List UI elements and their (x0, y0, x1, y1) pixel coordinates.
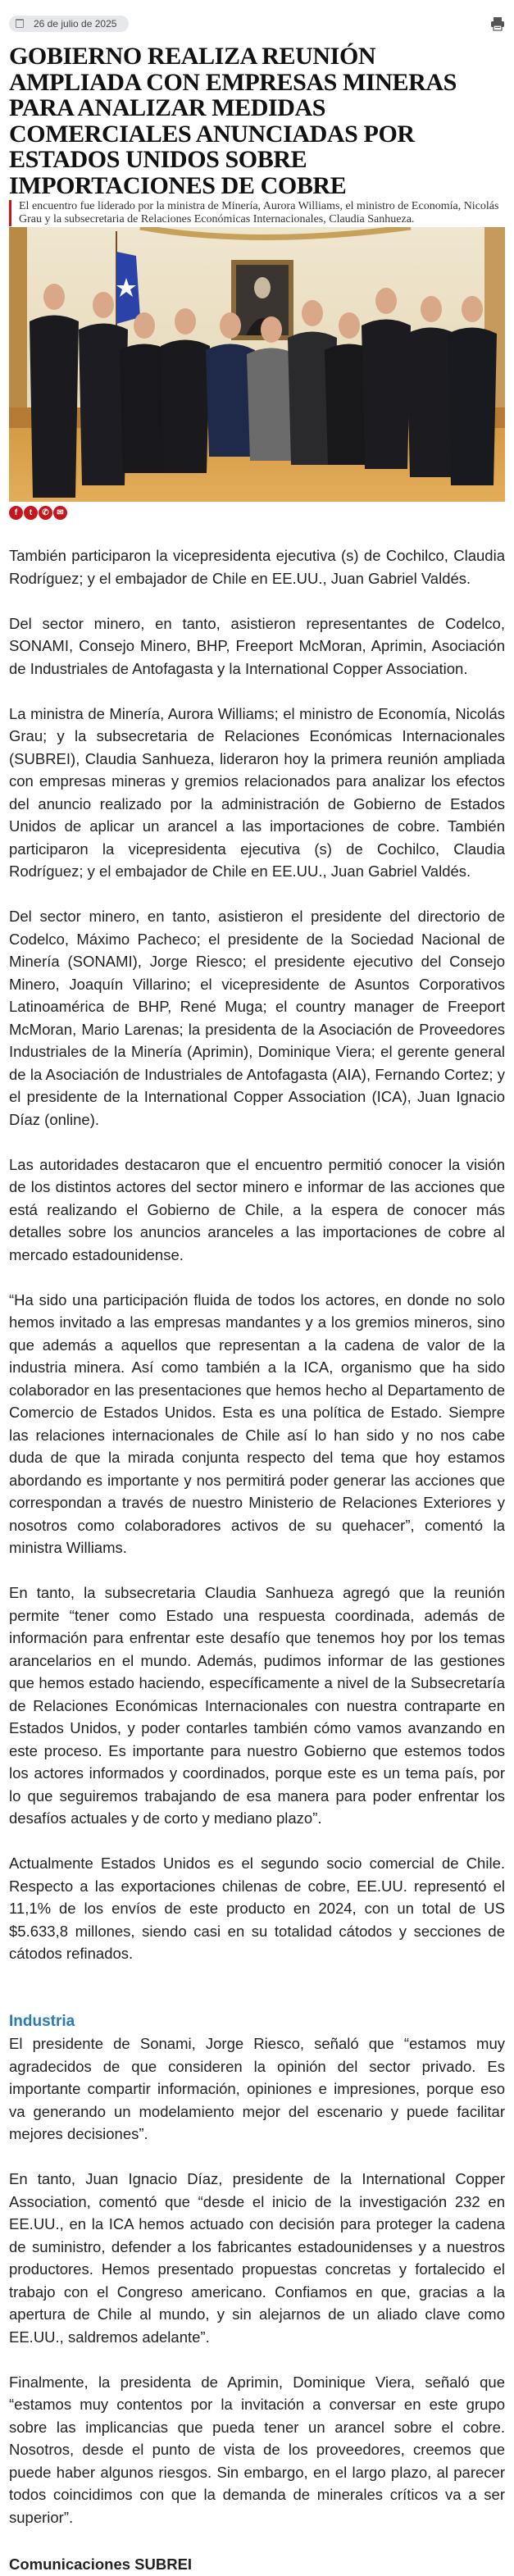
person-head (375, 288, 397, 314)
article-body (9, 544, 505, 2576)
paragraph: Del sector minero, en tanto, asistieron representantes de Codelco, SONAMI, Consejo Minero, BHP, Freeport McMoran, Aprimin, Asociación de Industriales de Antofagasta y la International Copper Association. (9, 614, 505, 677)
person-head (134, 312, 155, 339)
person-head (175, 308, 196, 335)
person-head (220, 312, 241, 339)
article-meta-row (9, 15, 505, 32)
calendar-icon (16, 19, 24, 28)
person-head (43, 284, 65, 310)
person-head (339, 312, 360, 339)
article-signature: Comunicaciones SUBREI (9, 2556, 193, 2573)
twitter-icon[interactable]: t (24, 506, 38, 520)
paragraph: El presidente de Sonami, Jorge Riesco, señaló que “estamos muy agradecidos de que consideren la opinión del sector privado. Es importante compartir información, opiniones e impresiones, porque eso va generando un modelamiento mejor del escenario y puede facilitar mejores decisiones”. (9, 2035, 505, 2142)
person-figure (362, 320, 411, 470)
person-figure (161, 340, 210, 474)
paragraph: En tanto, Juan Ignacio Díaz, presidente de la International Copper Association, comentó que “desde el inicio de la investigación 232 en EE.UU., en la ICA hemos actuado con decisión para proteger la cadena de suministro, defender a los fabricantes estadounidenses y a nuestros productores. Hemos presentado propuestas concretas y fortalecido el trabajo con el Congreso americano. Confiamos en que, gracias a la apertura de Chile al mundo, y sin alejarnos de un aliado clave como EE.UU., saldremos adelante”. (9, 2170, 505, 2346)
printer-icon[interactable] (490, 16, 505, 31)
paragraph: También participaron la vicepresidenta ejecutiva (s) de Cochilco, Claudia Rodríguez; y el embajador de Chile en EE.UU., Juan Gabriel Valdés. (9, 547, 505, 587)
article-subtitle: El encuentro fue liderado por la ministra de Minería, Aurora Williams, el ministro de Economía, Nicolás Grau y la subsecretaria de Relaciones Económicas Internacionales, Claudia Sanhueza. (9, 200, 505, 226)
section-heading: Industria (9, 2012, 75, 2030)
paragraph: Actualmente Estados Unidos es el segundo socio comercial de Chile. Respecto a las exportaciones chilenas de cobre, EE.UU. representó el 11,1% de los envíos de este producto en 2024, con un total de US $5.633,8 millones, siendo casi en su totalidad cátodos y secciones de cátodos refinados. (9, 1855, 505, 1962)
person-head (421, 296, 442, 322)
person-figure (30, 316, 79, 498)
facebook-icon[interactable]: f (9, 506, 23, 520)
person-head (93, 292, 114, 318)
article-page (0, 15, 514, 2576)
person-figure (448, 328, 497, 486)
date-badge (9, 16, 129, 32)
article-photo (9, 227, 505, 502)
publish-date: 26 de julio de 2025 (34, 17, 117, 30)
article-title: GOBIERNO REALIZA REUNIÓN AMPLIADA CON EMPRESAS MINERAS PARA ANALIZAR MEDIDAS COMERCIALES ANUNCIADAS POR ESTADOS UNIDOS SOBRE IMPORTACIONES DE COBRE (9, 43, 457, 199)
person-head (261, 316, 282, 343)
email-icon[interactable]: ✉ (53, 506, 67, 520)
paragraph: Las autoridades destacaron que el encuentro permitió conocer la visión de los distintos actores del sector minero e informar de las acciones que está realizando el Gobierno de Chile, a la espera de conocer más detalles sobre los anuncios aranceles a las importaciones de cobre al mercado estadounidense. (9, 1155, 505, 1263)
share-bar (9, 506, 505, 521)
paragraph: La ministra de Minería, Aurora Williams; el ministro de Economía, Nicolás Grau; y la subsecretaria de Relaciones Económicas Internacionales (SUBREI), Claudia Sanhueza, lideraron hoy la primera reunión ampliada con empresas mineras y gremios relacionados para analizar los efectos del anuncio realizado por la administración de Gobierno de Estados Unidos de aplicar un arancel a las importaciones de cobre. También participaron la vicepresidenta ejecutiva (s) de Cochilco, Claudia Rodríguez; y el embajador de Chile en EE.UU., Juan Gabriel Valdés. (9, 704, 505, 880)
person-head (462, 296, 483, 322)
person-head (302, 300, 323, 326)
person-figure (79, 324, 128, 486)
paragraph: Finalmente, la presidenta de Aprimin, Dominique Viera, señaló que “estamos muy contentos por la invitación a conversar en este grupo sobre las implicancias que pueda tener un arancel sobre el cobre. Nosotros, desde el punto de vista de los proveedores, creemos que puede haber algunos riesgos. Sin embargo, en el largo plazo, al parecer todos coincidimos con que la demanda de minerales críticos va a ser superior”. (9, 2373, 505, 2526)
paragraph: Del sector minero, en tanto, asistieron el presidente del directorio de Codelco, Máximo Pacheco; el presidente de la Sociedad Nacional de Minería (SONAMI), Jorge Riesco; el presidente ejecutivo del Consejo Minero, Joaquín Villarino; el vicepresidente de Asuntos Corporativos Latinoamérica de BHP, René Muga; el country manager de Freeport McMoran, Mario Larenas; la presidenta de la Asociación de Proveedores Industriales de la Minería (Aprimin), Dominique Viera; el gerente general de la Asociación de Industriales de Antofagasta (AIA), Fernando Cortez; y el presidente de la International Copper Association (ICA), Juan Ignacio Díaz (online). (9, 908, 505, 1128)
paragraph: “Ha sido una participación fluida de todos los actores, en donde no solo hemos invitado a las empresas mandantes y a los gremios mineros, sino que además a aquellos que representan a la cadena de valor de la industria minera. Así como también a la ICA, organismo que ha sido colaborador en las presentaciones que hemos hecho al Departamento de Comercio de Estados Unidos. Esta es una política de Estado. Siempre las relaciones internacionales de Chile así lo han sido y no nos cabe duda de que la mirada conjunta respecto del tema que hoy estamos abordando es importante y nos permitirá poder generar las acciones que correspondan a través de nuestro Ministerio de Relaciones Exteriores y nosotros como colaboradores activos de su quehacer”, comentó la ministra Williams. (9, 1290, 505, 1556)
paragraph: En tanto, la subsecretaria Claudia Sanhueza agregó que la reunión permite “tener como Estado una respuesta coordinada, además de información para enfrentar este desafío que tenemos hoy por los temas arancelarios en el mundo. Además, pudimos informar de las gestiones que hemos estado haciendo, específicamente a nivel de la Subsecretaría de Relaciones Económicas Internacionales con nuestra contraparte en Estados Unidos, y poder contarles también cómo vamos avanzando en este proceso. Es importante para nuestro Gobierno que estemos todos los actores informados y coordinados, porque este es un tema país, por lo que seguiremos trabajando de esa manera para poder enfrentar los desafíos actuales y de corto y mediano plazo”. (9, 1584, 505, 1827)
whatsapp-icon[interactable]: ✆ (39, 506, 52, 520)
